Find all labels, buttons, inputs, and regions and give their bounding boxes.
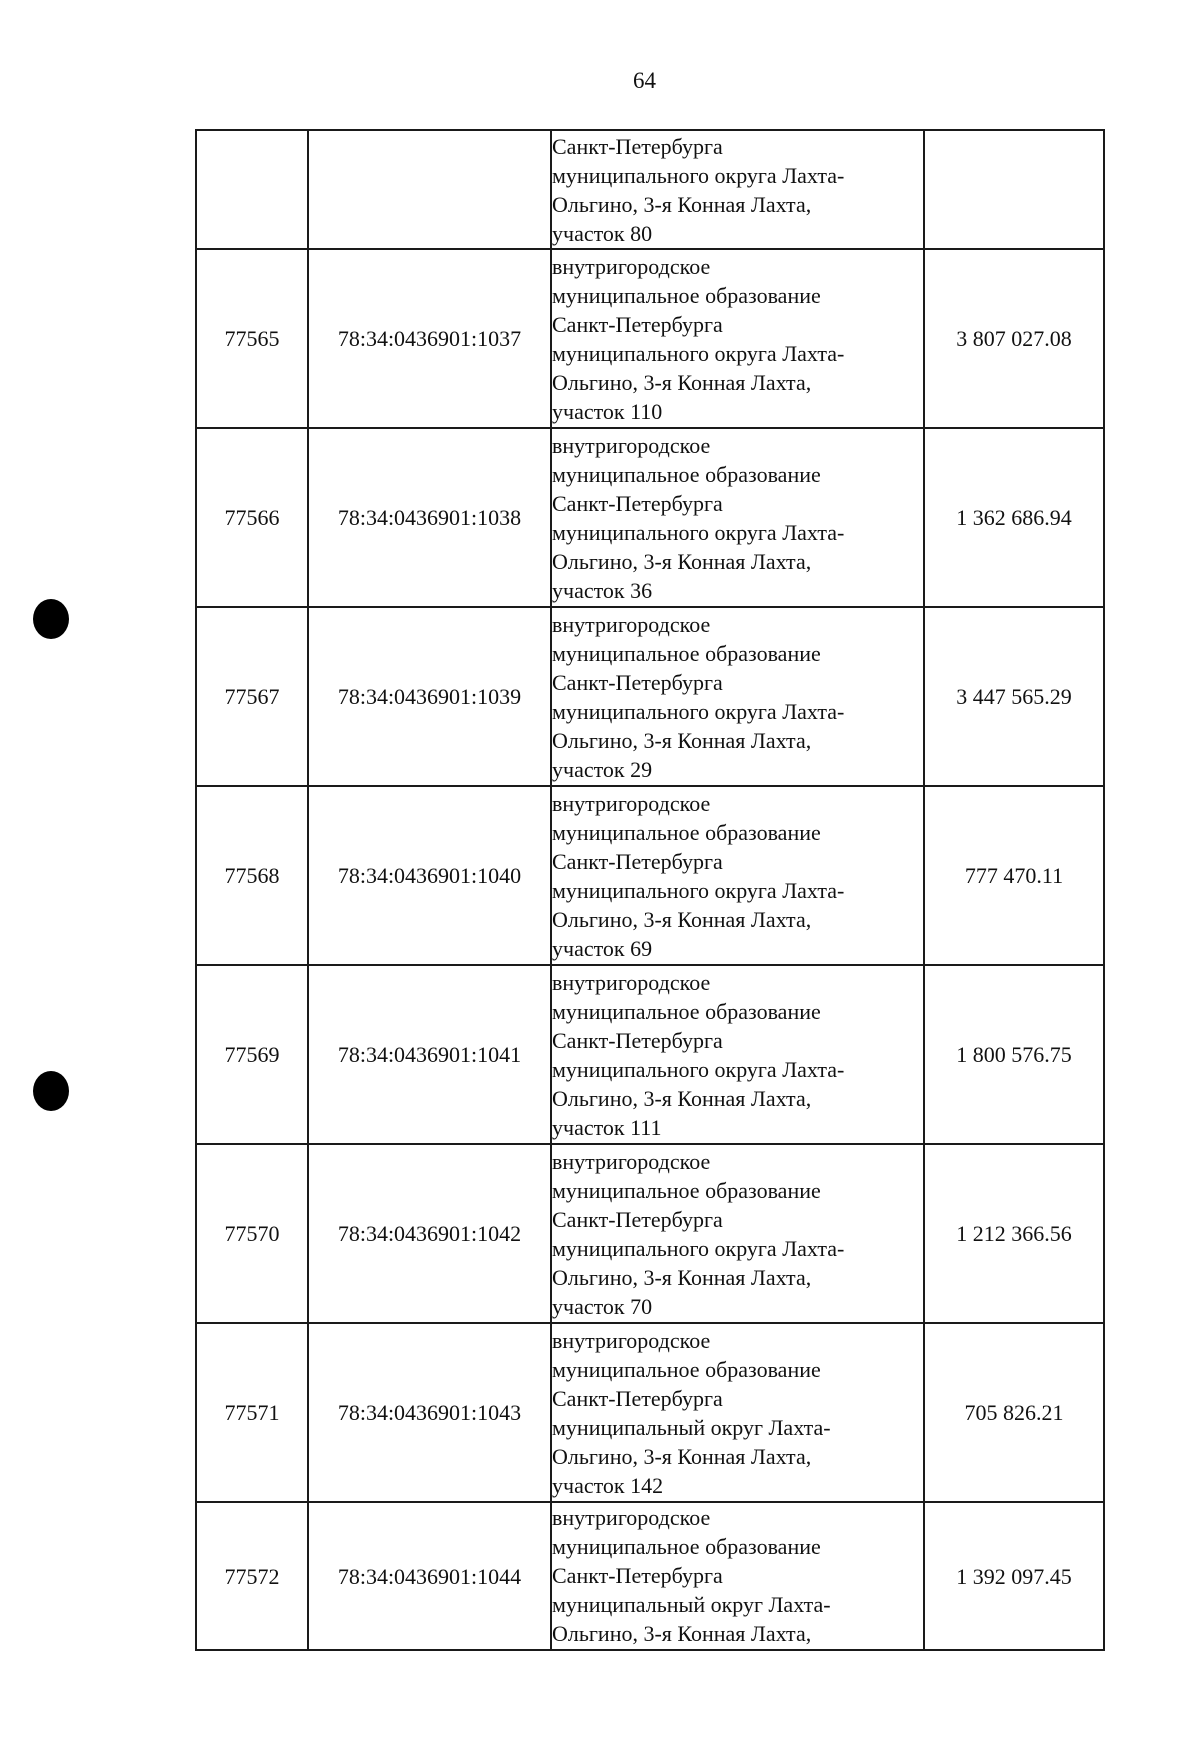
address-line: муниципального округа Лахта- [552, 340, 845, 366]
table-row [196, 428, 1104, 607]
address-line: участок 69 [552, 935, 653, 961]
cadastral-number-cell: 78:34:0436901:1038 [308, 428, 551, 607]
row-number-cell: 77572 [196, 1502, 308, 1650]
cadastral-number-cell: 78:34:0436901:1044 [308, 1502, 551, 1650]
address-line: Ольгино, 3-я Конная Лахта, [552, 727, 812, 753]
cadastral-number-cell [308, 130, 551, 249]
cadastral-value-cell [924, 130, 1104, 249]
address-line: Санкт-Петербурга [552, 490, 723, 516]
cadastral-value-cell: 1 362 686.94 [924, 428, 1104, 607]
address-line: участок 142 [552, 1472, 664, 1498]
address-line: муниципального округа Лахта- [552, 519, 845, 545]
address-line: участок 36 [552, 577, 653, 603]
address-cell [551, 130, 924, 249]
address-cell [551, 786, 924, 965]
address-line: участок 70 [552, 1293, 653, 1319]
address-line: Ольгино, 3-я Конная Лахта, [552, 1085, 812, 1111]
cadastral-value-cell: 3 807 027.08 [924, 249, 1104, 428]
address-cell [551, 1144, 924, 1323]
address-line: внутригородское [552, 432, 711, 458]
address-cell [551, 1502, 924, 1650]
table-row [196, 607, 1104, 786]
table-row [196, 1323, 1104, 1502]
cadastral-value-cell: 777 470.11 [924, 786, 1104, 965]
address-line: муниципальное образование [552, 461, 821, 487]
row-number-cell [196, 130, 308, 249]
address-line: муниципальное образование [552, 282, 821, 308]
table-row [196, 786, 1104, 965]
cadastral-value-cell: 1 212 366.56 [924, 1144, 1104, 1323]
address-line: участок 111 [552, 1114, 662, 1140]
row-number-cell: 77569 [196, 965, 308, 1144]
address-line: внутригородское [552, 1505, 711, 1530]
row-number-cell: 77566 [196, 428, 308, 607]
address-line: муниципального округа Лахта- [552, 1056, 845, 1082]
address-line: участок 110 [552, 398, 663, 424]
address-line: муниципального округа Лахта- [552, 1235, 845, 1261]
row-number-cell: 77568 [196, 786, 308, 965]
table-row [196, 249, 1104, 428]
address-line: муниципальное образование [552, 640, 821, 666]
address-line: муниципальное образование [552, 819, 821, 845]
address-line: участок 80 [552, 220, 653, 246]
address-line: Санкт-Петербурга [552, 1385, 723, 1411]
page-number: 64 [633, 68, 656, 93]
address-line: Санкт-Петербурга [552, 311, 723, 337]
cadastral-number-cell: 78:34:0436901:1037 [308, 249, 551, 428]
address-line: муниципального округа Лахта- [552, 877, 845, 903]
address-cell [551, 965, 924, 1144]
address-line: внутригородское [552, 611, 711, 637]
address-line: внутригородское [552, 1327, 711, 1353]
address-line: внутригородское [552, 790, 711, 816]
address-line: муниципальный округ Лахта- [552, 1414, 831, 1440]
address-line: Санкт-Петербурга [552, 1206, 723, 1232]
cadastral-number-cell: 78:34:0436901:1041 [308, 965, 551, 1144]
cadastral-number-cell: 78:34:0436901:1043 [308, 1323, 551, 1502]
cadastral-value-cell: 1 800 576.75 [924, 965, 1104, 1144]
address-line: внутригородское [552, 969, 711, 995]
address-line: муниципального округа Лахта- [552, 162, 845, 188]
address-line: Санкт-Петербурга [552, 1563, 723, 1588]
address-line: Санкт-Петербурга [552, 1027, 723, 1053]
address-line: Ольгино, 3-я Конная Лахта, [552, 1264, 812, 1290]
address-line: участок 29 [552, 756, 653, 782]
address-cell [551, 607, 924, 786]
row-number-cell: 77570 [196, 1144, 308, 1323]
address-cell [551, 428, 924, 607]
address-line: Санкт-Петербурга [552, 133, 723, 159]
address-line: Ольгино, 3-я Конная Лахта, [552, 906, 812, 932]
land-plot-table [195, 129, 1105, 1651]
table-row-continuation [196, 130, 1104, 249]
cadastral-number-cell: 78:34:0436901:1039 [308, 607, 551, 786]
address-line: Ольгино, 3-я Конная Лахта, [552, 548, 812, 574]
address-line: муниципального округа Лахта- [552, 698, 845, 724]
address-line: внутригородское [552, 253, 711, 279]
address-line: Санкт-Петербурга [552, 669, 723, 695]
table-row [196, 1502, 1104, 1650]
cadastral-number-cell: 78:34:0436901:1040 [308, 786, 551, 965]
row-number-cell: 77565 [196, 249, 308, 428]
punch-hole-mark [33, 1071, 69, 1111]
address-line: Санкт-Петербурга [552, 848, 723, 874]
table-row [196, 1144, 1104, 1323]
address-line: Ольгино, 3-я Конная Лахта, [552, 1621, 812, 1646]
address-line: муниципальный округ Лахта- [552, 1592, 831, 1617]
row-number-cell: 77567 [196, 607, 308, 786]
address-line: муниципальное образование [552, 1177, 821, 1203]
address-cell [551, 249, 924, 428]
row-number-cell: 77571 [196, 1323, 308, 1502]
address-line: муниципальное образование [552, 998, 821, 1024]
cadastral-value-cell: 1 392 097.45 [924, 1502, 1104, 1650]
table-row [196, 965, 1104, 1144]
address-line: муниципальное образование [552, 1534, 821, 1559]
cadastral-value-cell: 3 447 565.29 [924, 607, 1104, 786]
address-line: муниципальное образование [552, 1356, 821, 1382]
address-line: Ольгино, 3-я Конная Лахта, [552, 1443, 812, 1469]
address-line: Ольгино, 3-я Конная Лахта, [552, 191, 812, 217]
punch-hole-mark [33, 599, 69, 639]
address-line: внутригородское [552, 1148, 711, 1174]
cadastral-number-cell: 78:34:0436901:1042 [308, 1144, 551, 1323]
address-cell [551, 1323, 924, 1502]
address-line: Ольгино, 3-я Конная Лахта, [552, 369, 812, 395]
cadastral-value-cell: 705 826.21 [924, 1323, 1104, 1502]
